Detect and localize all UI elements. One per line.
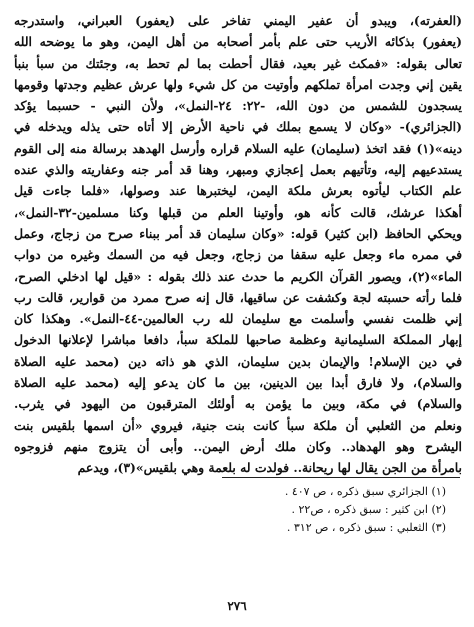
- text-line: والسلام)، ولا فارق أبدا بين الدينين، بين ما كان يدعو إليه (محمد عليه الصلاة: [14, 375, 462, 391]
- footnotes-list: [120, 483, 446, 537]
- footnote-item: (٣) الثعلبي : سبق ذكره ، ص ٣١٢ .: [286, 521, 446, 534]
- text-line: إني ظلمت نفسي وأسلمت مع سليمان لله رب العالمين-٤٤-النمل». وهكذا كان: [14, 311, 462, 327]
- text-line: فلما رأته حسبته لجة وكشفت عن ساقيها، قال إنه صرح ممرد من قوارير، قالت رب: [14, 289, 462, 305]
- text-line: اليشرح وهو الهدهاد.. وكان ملك أرض اليمن.. وأبى أن يتزوج منهم فزوجوه: [14, 438, 462, 454]
- text-line: (يعفور) بذكائه الأريب حتى علم بأمر أصحابه من أهل اليمن، وهو ما يوضحه الله: [14, 34, 462, 50]
- text-line: ونعلم من الثعلبي أن ملكة سبأ كانت بنت جنية، فيروي «أن اسمها بلقيس بنت: [14, 417, 462, 433]
- main-text-block: [14, 10, 462, 479]
- text-line: يستدعيهم إليه، وتأتيهم بعمل إعجازي ومبهر، وهنا قد أمر جنه وعفاريته والذي عنده: [14, 162, 462, 178]
- text-line: دينه»(١) فقد اتخذ (سليمان) عليه السلام قراره وأرسل الهدهد برسالة منه إلى القوم: [14, 140, 462, 156]
- footnote-item: (١) الجزائري سبق ذكره ، ص ٤٠٧ .: [284, 485, 446, 498]
- text-line: الماء»(٢)، ويصور القرآن الكريم ما حدث عند ذلك بقوله : «قيل لها ادخلي الصرح،: [14, 268, 462, 284]
- text-line: في ممره ماء وجعل عليه سقفا من زجاج، وجعل فيه من السمك وغيره من دواب: [14, 247, 462, 263]
- text-line: علم الكتاب ليأتوه بعرش ملكة اليمن، ليختبرها عند وصولها، «فلما جاءت قيل: [14, 183, 462, 199]
- text-line: ويحكي الحافظ (ابن كثير) قوله: «وكان سليمان قد أمر ببناء صرح من زجاج، وعمل: [14, 225, 462, 241]
- text-line: بامرأة من الجن يقال لها ريحانة.. فولدت له بلعمة وهي بلقيس»(٣)، ويدعم: [77, 460, 462, 476]
- text-line: (الجزائري)- «وكان لا يسمع بملك في ناحية الأرض إلا أتاه حتى يذله ويدخله في: [14, 119, 462, 135]
- text-line: والسلام) في مكة، وبين ما يؤمن به أولئك المترقبون من اليهود في يثرب.: [14, 396, 462, 412]
- page-number: ٢٧٦: [227, 599, 247, 613]
- footnote-separator: [222, 477, 460, 478]
- footnote-item: (٢) ابن كثير : سبق ذكره ، ص٢٢ .: [291, 503, 446, 516]
- text-line: في دين الإسلام! والإيمان بدين سليمان، الذي هو ذاته دين (محمد عليه الصلاة: [14, 353, 462, 369]
- text-line: إبهار المملكة السليمانية وعظمة صاحبها للملكة سبأ، دافعا مباشرا لإعلانها الدخول: [14, 332, 462, 348]
- text-line: يسجدون للشمس من دون الله، -٢٢: ٢٤-النمل»، ولأن النبي - حسبما يؤكد: [14, 98, 462, 114]
- text-line: أهكذا عرشك، قالت كأنه هو، وأوتينا العلم من قبلها وكنا مسلمين-٣٢-النمل»،: [14, 204, 462, 220]
- text-line: (العفرته)، ويبدو أن عفير اليمني تفاخر على (يعفور) العبراني، واستدرجه: [14, 13, 462, 28]
- text-line: تعالى بقوله: «فمكث غير بعيد، فقال أحطت بما لم تحط به، وجئتك من سبأ بنبأ: [14, 55, 462, 71]
- text-line: يقين إني وجدت امرأة تملكهم وأوتيت من كل شيء ولها عرش عظيم وجدتها وقومها: [14, 76, 462, 92]
